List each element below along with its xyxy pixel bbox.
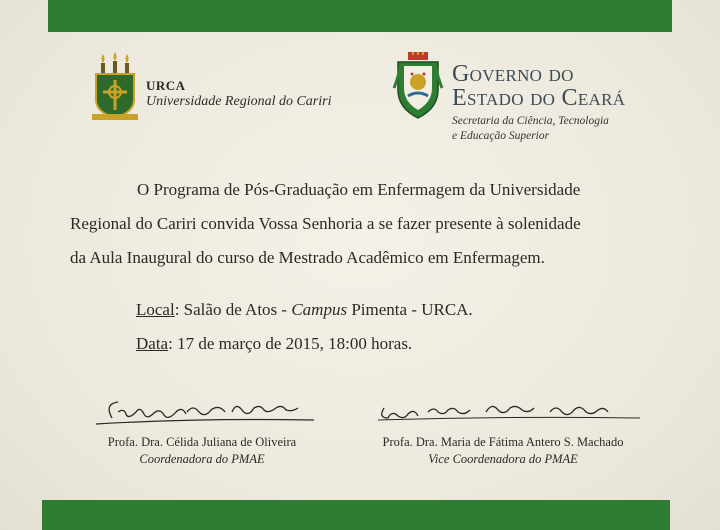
handwritten-signature-icon [82, 390, 322, 430]
secretaria-line1: Secretaria da Ciência, Tecnologia [452, 115, 609, 127]
event-date [136, 334, 412, 354]
bottom-green-band [42, 500, 670, 530]
ceara-coat-of-arms-icon [392, 52, 444, 122]
invitation-paragraph [70, 173, 655, 275]
handwritten-signature-icon [358, 390, 648, 430]
location-campus: Campus [291, 300, 348, 319]
urca-full-name: Universidade Regional do Cariri [146, 94, 332, 109]
top-green-band [48, 0, 672, 32]
location-label: Local [136, 300, 175, 319]
invitation-line: Regional do Cariri convida Vossa Senhoria a se fazer presente à solenidade [70, 214, 581, 233]
governo-title-line1: Governo do [452, 61, 574, 87]
urca-short-name: URCA [146, 78, 186, 93]
signatory-name: Profa. Dra. Maria de Fátima Antero S. Machado [382, 435, 624, 449]
governo-title-line2: Estado do Ceará [452, 85, 626, 111]
urca-header [88, 50, 348, 130]
signatory-role: Vice Coordenadora do PMAE [428, 452, 578, 466]
date-value: : 17 de março de 2015, 18:00 horas. [168, 334, 413, 353]
urca-crest-icon [88, 50, 142, 124]
signature-block-coordinator [82, 390, 322, 470]
location-prefix: : Salão de Atos - [174, 300, 292, 319]
date-label: Data [136, 334, 169, 353]
location-suffix: Pimenta - URCA. [347, 300, 473, 319]
event-location [136, 300, 473, 320]
invitation-line: O Programa de Pós-Graduação em Enfermagem da Universidade [137, 180, 581, 199]
governo-header [392, 50, 692, 150]
signatory-role: Coordenadora do PMAE [139, 452, 265, 466]
signature-block-vice-coordinator [358, 390, 648, 470]
invitation-line: da Aula Inaugural do curso de Mestrado Acadêmico em Enfermagem. [70, 248, 545, 267]
secretaria-line2: e Educação Superior [452, 130, 550, 142]
signatory-name: Profa. Dra. Célida Juliana de Oliveira [107, 435, 297, 449]
